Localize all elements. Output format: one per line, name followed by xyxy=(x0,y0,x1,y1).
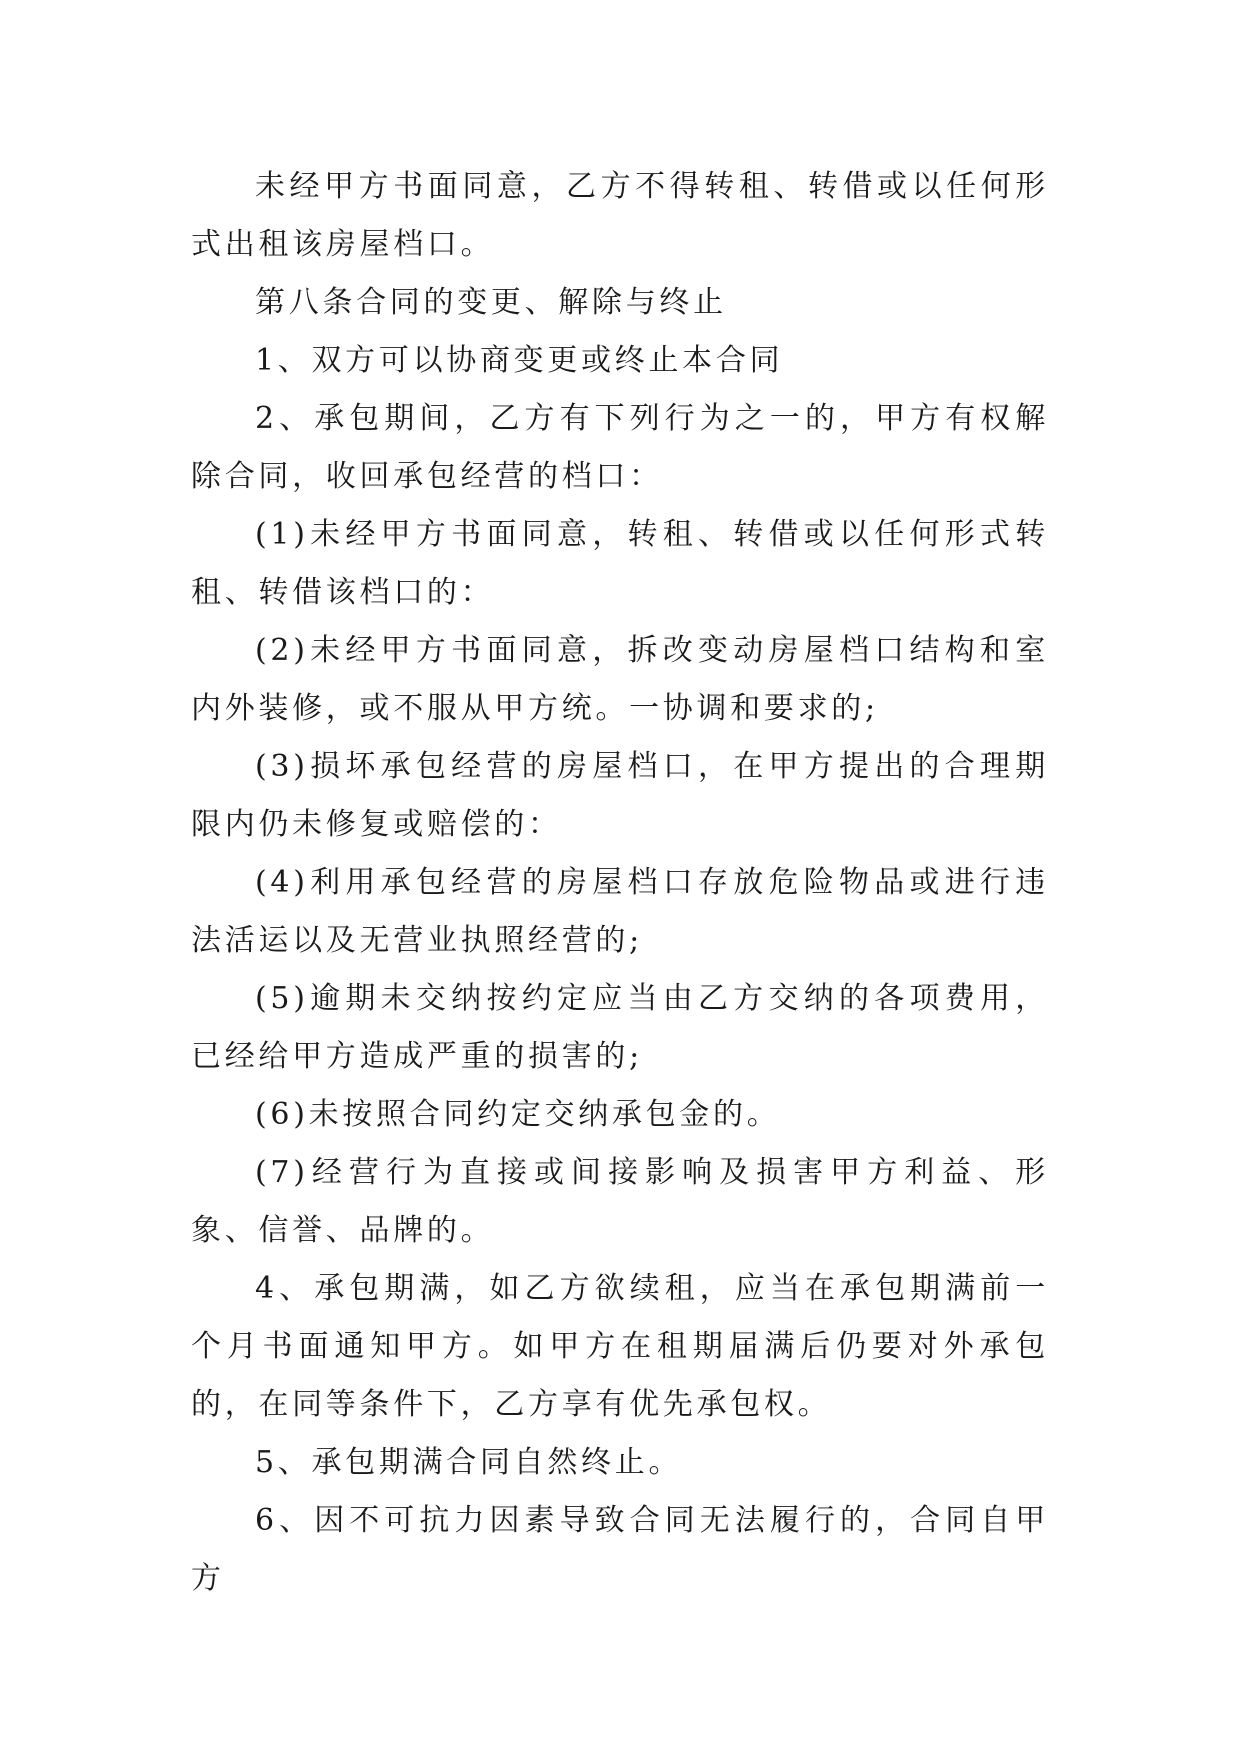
list-item: (3)损坏承包经营的房屋档口，在甲方提出的合理期限内仍未修复或赔偿的： xyxy=(191,749,1049,842)
document-body xyxy=(191,158,1049,1608)
paragraph: 4、承包期满，如乙方欲续租，应当在承包期满前一个月书面通知甲方。如甲方在租期届满后仍要对外承包的，在同等条件下，乙方享有优先承包权。 xyxy=(191,1271,1049,1422)
list-item: (2)未经甲方书面同意，拆改变动房屋档口结构和室内外装修，或不服从甲方统。一协调和要求的; xyxy=(191,633,1049,726)
paragraph: 1、双方可以协商变更或终止本合同 xyxy=(255,343,784,378)
paragraph: 2、承包期间，乙方有下列行为之一的，甲方有权解除合同，收回承包经营的档口： xyxy=(191,401,1049,494)
section-heading: 第八条合同的变更、解除与终止 xyxy=(255,285,727,320)
list-item: (4)利用承包经营的房屋档口存放危险物品或进行违法活运以及无营业执照经营的; xyxy=(191,865,1049,958)
list-item: (6)未按照合同约定交纳承包金的。 xyxy=(255,1097,781,1132)
list-item: (7)经营行为直接或间接影响及损害甲方利益、形象、信誉、品牌的。 xyxy=(191,1155,1049,1248)
paragraph: 未经甲方书面同意，乙方不得转租、转借或以任何形式出租该房屋档口。 xyxy=(191,169,1049,262)
paragraph: 6、因不可抗力因素导致合同无法履行的，合同自甲方 xyxy=(191,1503,1049,1596)
list-item: (5)逾期未交纳按约定应当由乙方交纳的各项费用，已经给甲方造成严重的损害的; xyxy=(191,981,1049,1074)
paragraph: 5、承包期满合同自然终止。 xyxy=(255,1445,683,1480)
list-item: (1)未经甲方书面同意，转租、转借或以任何形式转租、转借该档口的： xyxy=(191,517,1049,610)
